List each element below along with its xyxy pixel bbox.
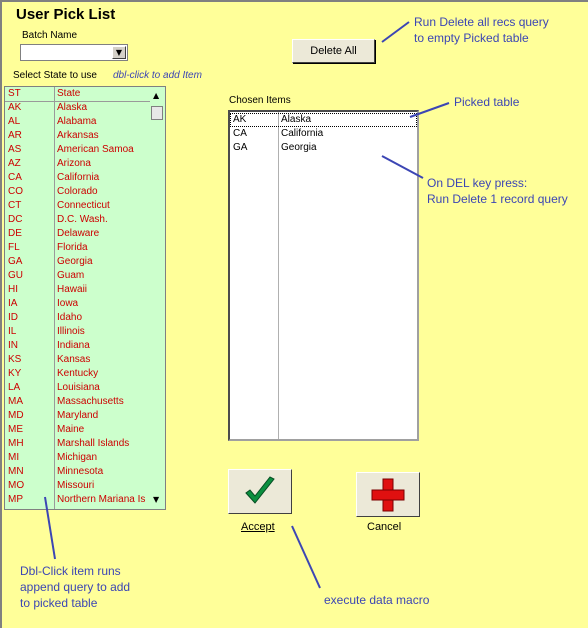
cancel-label: Cancel bbox=[367, 521, 402, 533]
state-name: Illinois bbox=[57, 326, 85, 337]
state-name: Florida bbox=[57, 242, 88, 253]
state-name: Michigan bbox=[57, 452, 98, 463]
arrow-delete-all bbox=[382, 22, 409, 42]
state-code: AZ bbox=[8, 158, 21, 169]
state-name: Louisiana bbox=[57, 382, 100, 393]
state-name: Alabama bbox=[57, 116, 97, 127]
dbl-click-hint: dbl-click to add Item bbox=[113, 70, 202, 81]
state-name: Georgia bbox=[57, 256, 93, 267]
state-name: Iowa bbox=[57, 298, 79, 309]
state-code: MI bbox=[8, 452, 20, 463]
chosen-name: Georgia bbox=[281, 142, 317, 153]
dropdown-arrow-icon[interactable]: ▼ bbox=[112, 46, 126, 59]
state-name: Hawaii bbox=[57, 284, 88, 295]
state-code: AK bbox=[8, 102, 22, 113]
state-name: California bbox=[57, 172, 100, 183]
state-code: MN bbox=[8, 466, 24, 477]
state-code: MP bbox=[8, 494, 23, 505]
state-code: LA bbox=[8, 382, 21, 393]
dblclick-note-1: Dbl-Click item runs bbox=[20, 564, 121, 578]
state-name: Delaware bbox=[57, 228, 100, 239]
state-name: Indiana bbox=[57, 340, 90, 351]
state-code: KY bbox=[8, 368, 22, 379]
state-code: MH bbox=[8, 438, 24, 449]
state-code: CT bbox=[8, 200, 22, 211]
chosen-code: AK bbox=[233, 114, 247, 125]
state-name: Guam bbox=[57, 270, 85, 281]
chosen-name: Alaska bbox=[281, 114, 312, 125]
state-code: AL bbox=[8, 116, 21, 127]
delete-all-button[interactable]: Delete All bbox=[292, 39, 375, 63]
state-code: MD bbox=[8, 410, 24, 421]
state-code: AR bbox=[8, 130, 22, 141]
column-header-state: State bbox=[57, 88, 81, 99]
state-code: GU bbox=[8, 270, 23, 281]
state-name: Connecticut bbox=[57, 200, 110, 211]
state-code: CA bbox=[8, 172, 22, 183]
state-code: DC bbox=[8, 214, 23, 225]
state-code: IN bbox=[8, 340, 18, 351]
delete-all-note-2: to empty Picked table bbox=[414, 31, 529, 45]
delete-all-note-1: Run Delete all recs query bbox=[414, 15, 549, 29]
accept-label: Accept bbox=[241, 521, 275, 533]
arrow-dblclick bbox=[45, 497, 55, 559]
chosen-name: California bbox=[281, 128, 324, 139]
state-name: Marshall Islands bbox=[57, 438, 130, 449]
del-key-note-2: Run Delete 1 record query bbox=[427, 192, 568, 206]
macro-note: execute data macro bbox=[324, 593, 430, 607]
select-state-label: Select State to use bbox=[13, 70, 97, 81]
state-code: IA bbox=[8, 298, 18, 309]
state-code: ID bbox=[8, 312, 18, 323]
state-name: D.C. Wash. bbox=[57, 214, 108, 225]
state-name: American Samoa bbox=[57, 144, 134, 155]
arrow-del-key bbox=[382, 156, 423, 178]
picked-table-note: Picked table bbox=[454, 95, 520, 109]
state-code: HI bbox=[8, 284, 18, 295]
chosen-items-label: Chosen Items bbox=[229, 95, 291, 106]
state-code: KS bbox=[8, 354, 22, 365]
form-title: User Pick List bbox=[16, 6, 116, 23]
state-name: Minnesota bbox=[57, 466, 104, 477]
scroll-up-icon[interactable]: ▲ bbox=[153, 91, 160, 100]
arrow-picked-table bbox=[410, 103, 449, 117]
state-code: GA bbox=[8, 256, 23, 267]
state-code: MO bbox=[8, 480, 25, 491]
state-code: CO bbox=[8, 186, 23, 197]
chosen-code: CA bbox=[233, 128, 247, 139]
state-name: Maine bbox=[57, 424, 85, 435]
state-name: Kentucky bbox=[57, 368, 99, 379]
state-name: Massachusetts bbox=[57, 396, 124, 407]
state-name: Idaho bbox=[57, 312, 83, 323]
chosen-code: GA bbox=[233, 142, 248, 153]
state-name: Maryland bbox=[57, 410, 99, 421]
state-name: Northern Mariana Is bbox=[57, 494, 146, 505]
arrow-macro bbox=[292, 526, 320, 588]
state-code: MA bbox=[8, 396, 23, 407]
dblclick-note-2: append query to add bbox=[20, 580, 131, 594]
state-name: Arizona bbox=[57, 158, 91, 169]
batch-name-label: Batch Name bbox=[22, 30, 78, 41]
state-name: Colorado bbox=[57, 186, 98, 197]
state-name: Arkansas bbox=[57, 130, 99, 141]
state-code: IL bbox=[8, 326, 17, 337]
state-code: ME bbox=[8, 424, 23, 435]
state-code: DE bbox=[8, 228, 22, 239]
column-header-st: ST bbox=[8, 88, 21, 99]
state-name: Missouri bbox=[57, 480, 95, 491]
del-key-note-1: On DEL key press: bbox=[427, 176, 528, 190]
state-name: Kansas bbox=[57, 354, 91, 365]
dblclick-note-3: to picked table bbox=[20, 596, 98, 610]
state-code: FL bbox=[8, 242, 20, 253]
scroll-down-icon[interactable]: ▼ bbox=[153, 495, 160, 504]
state-code: AS bbox=[8, 144, 22, 155]
state-name: Alaska bbox=[57, 102, 88, 113]
